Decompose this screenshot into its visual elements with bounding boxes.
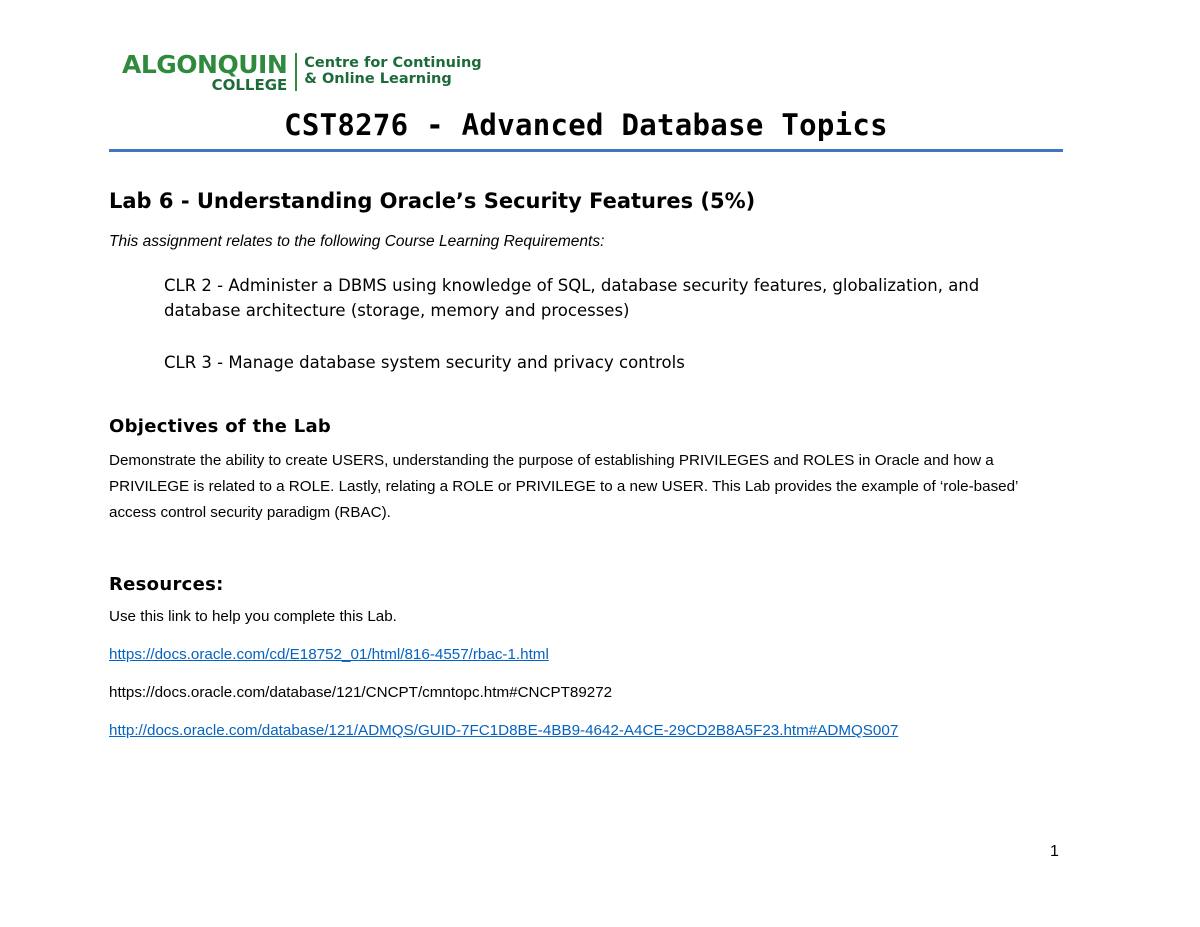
page-number: 1 <box>1050 843 1059 860</box>
resources-heading: Resources: <box>109 574 224 595</box>
objectives-heading: Objectives of the Lab <box>109 416 332 437</box>
clr-item: CLR 2 - Administer a DBMS using knowledge of SQL, database security features, globalization, and database architecture (storage, memory and processes) <box>164 276 980 320</box>
resources-text: Use this link to help you complete this Lab. <box>109 608 397 625</box>
intro-text: This assignment relates to the following Course Learning Requirements: <box>109 233 605 250</box>
resource-link-cncpt: https://docs.oracle.com/database/121/CNCPT/cmntopc.htm#CNCPT89272 <box>109 684 613 701</box>
objectives-text: Demonstrate the ability to create USERS, understanding the purpose of establishing PRIVILEGES and ROLES in Oracle and how a PRIVILEGE is related to a ROLE. Lastly, relating a ROLE or PRIVILEGE to a new USER. This Lab provides the example of ‘role-based’ access control security paradigm (RBAC). <box>109 452 1018 521</box>
logo-main-text: ALGONQUIN <box>122 49 288 79</box>
resource-link-admqs[interactable]: http://docs.oracle.com/database/121/ADMQS/GUID-7FC1D8BE-4BB9-4642-A4CE-29CD2B8A5F23.htm#ADMQS007 <box>109 722 899 739</box>
logo-wordmark <box>122 49 288 94</box>
logo-tagline-line1: Centre for Continuing <box>304 55 482 72</box>
college-logo <box>122 50 482 94</box>
course-title: CST8276 - Advanced Database Topics <box>284 108 888 142</box>
logo-tagline <box>304 56 481 88</box>
logo-sub-text: COLLEGE <box>211 75 288 94</box>
resource-link-rbac[interactable]: https://docs.oracle.com/cd/E18752_01/html/816-4557/rbac-1.html <box>109 646 549 663</box>
title-rule <box>109 149 1063 152</box>
logo-tagline-line2: & Online Learning <box>304 71 452 87</box>
clr-item: CLR 3 - Manage database system security and privacy controls <box>164 353 685 372</box>
lab-title: Lab 6 - Understanding Oracle’s Security Features (5%) <box>109 189 756 213</box>
logo-divider <box>295 53 297 91</box>
